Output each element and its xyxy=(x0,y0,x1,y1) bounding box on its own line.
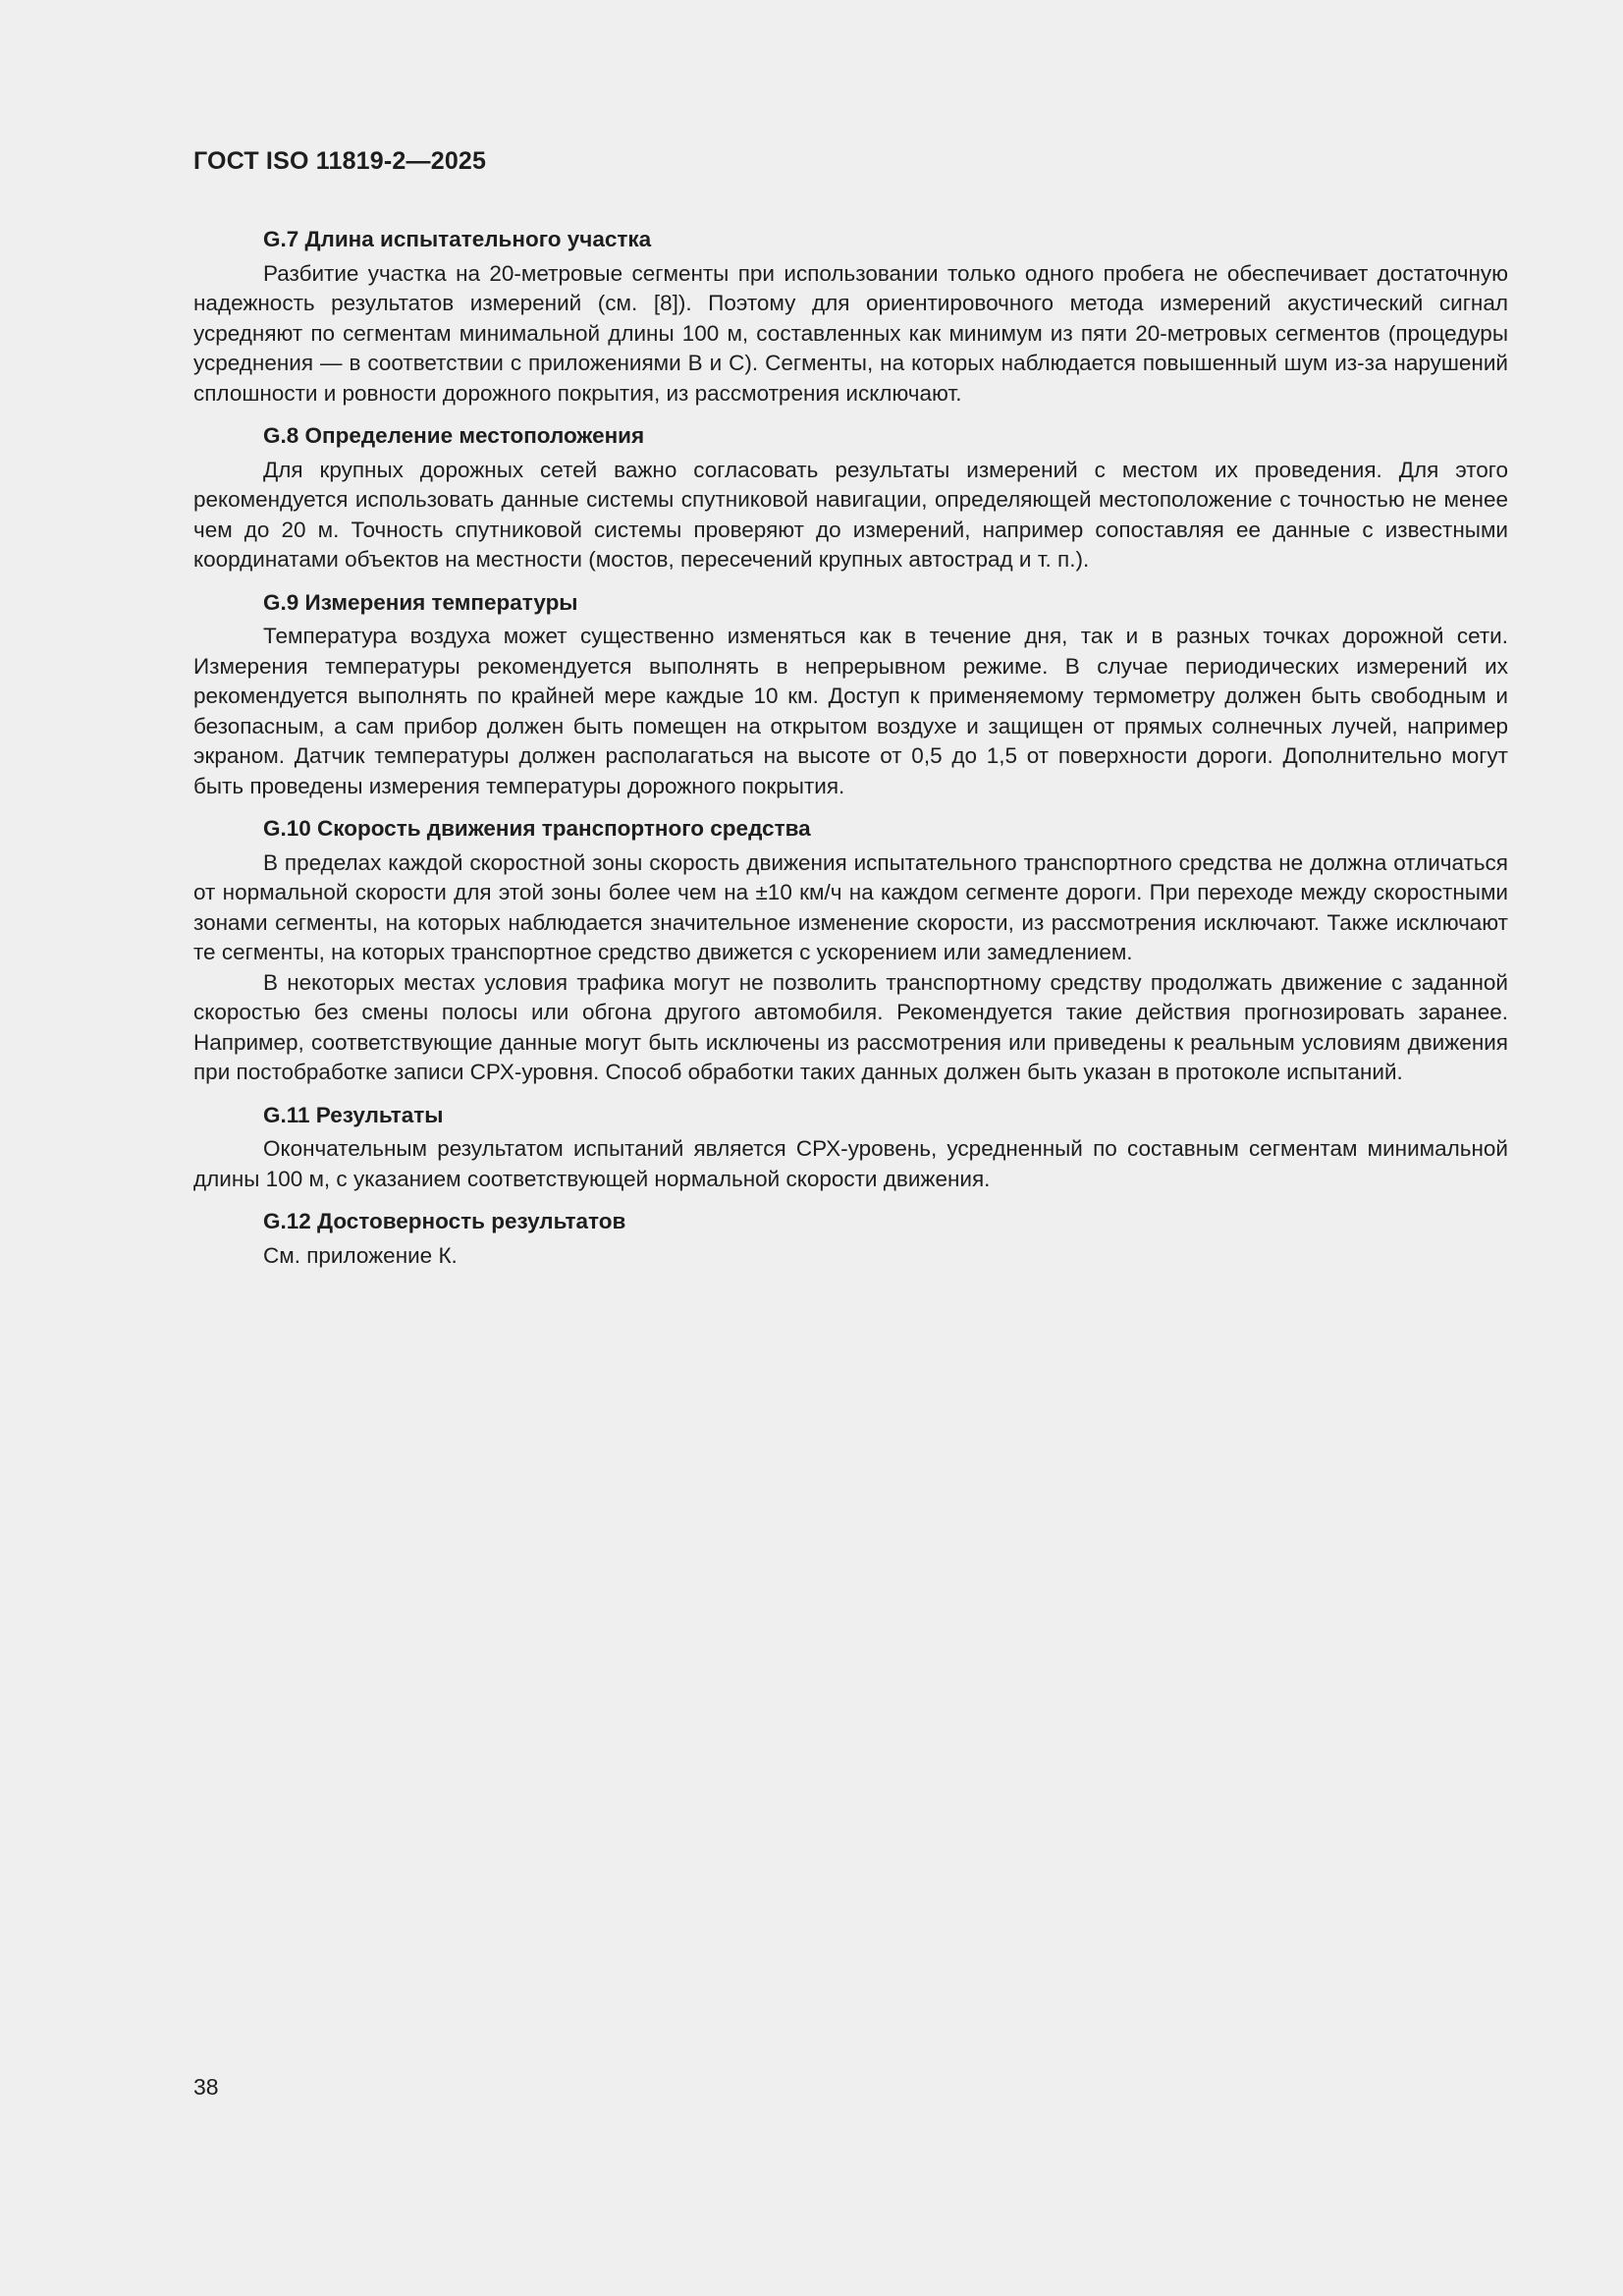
section-title: G.7 Длина испытательного участка xyxy=(263,227,652,251)
paragraph: В некоторых местах условия трафика могут не позволить транспортному средству продолжать движение с заданной скоростью без смены полосы или обгона другого автомобиля. Рекомендуется такие действия прогнозировать заранее. Например, соответствующие данные могут быть исключены из рассмотрения или приведены к реальным условиям движения при постобработке записи СРХ-уровня. Способ обработки таких данных должен быть указан в протоколе испытаний. xyxy=(193,969,1508,1084)
section-title: G.12 Достоверность результатов xyxy=(263,1209,626,1233)
document-body xyxy=(193,225,1508,1284)
section-g10 xyxy=(193,814,1508,1088)
section-g8 xyxy=(193,421,1508,575)
section-title: G.9 Измерения температуры xyxy=(263,589,578,615)
paragraph: Для крупных дорожных сетей важно согласовать результаты измерений с местом их проведения. Для этого рекомендуется использовать данные системы спутниковой навигации, определяющей местоположение с точностью не менее чем до 20 м. Точность спутниковой системы проверяют до измерений, например сопоставляя ее данные с известными координатами объектов на местности (мостов, пересечений крупных автострад и т. п.). xyxy=(193,457,1508,572)
document-header: ГОСТ ISO 11819-2—2025 xyxy=(193,147,487,175)
page-number: 38 xyxy=(193,2074,219,2100)
section-title: G.10 Скорость движения транспортного средства xyxy=(263,816,811,841)
paragraph: Температура воздуха может существенно изменяться как в течение дня, так и в разных точках дорожной сети. Измерения температуры рекомендуется выполнять в непрерывном режиме. В случае периодических измерений их рекомендуется выполнять по крайней мере каждые 10 км. Доступ к применяемому термометру должен быть свободным и безопасным, а сам прибор должен быть помещен на открытом воздухе и защищен от прямых солнечных лучей, например экраном. Датчик температуры должен располагаться на высоте от 0,5 до 1,5 от поверхности дороги. Дополнительно могут быть проведены измерения температуры дорожного покрытия. xyxy=(193,624,1508,798)
paragraph: Окончательным результатом испытаний является СРХ-уровень, усредненный по составным сегментам минимальной длины 100 м, с указанием соответствующей нормальной скорости движения. xyxy=(193,1136,1508,1191)
paragraph: См. приложение К. xyxy=(263,1242,458,1268)
section-g11 xyxy=(193,1101,1508,1195)
section-title: G.8 Определение местоположения xyxy=(263,423,645,448)
section-g9 xyxy=(193,588,1508,802)
section-title: G.11 Результаты xyxy=(263,1102,444,1127)
section-g12 xyxy=(193,1207,1508,1271)
section-g7 xyxy=(193,225,1508,409)
paragraph: Разбитие участка на 20-метровые сегменты при использовании только одного пробега не обеспечивает достаточную надежность результатов измерений (см. [8]). Поэтому для ориентировочного метода измерений акустический сигнал усредняют по сегментам минимальной длины 100 м, составленных как минимум из пяти 20-метровых сегментов (процедуры усреднения — в соответствии с приложениями В и С). Сегменты, на которых наблюдается повышенный шум из-за нарушений сплошности и ровности дорожного покрытия, из рассмотрения исключают. xyxy=(193,260,1508,406)
paragraph: В пределах каждой скоростной зоны скорость движения испытательного транспортного средства не должна отличаться от нормальной скорости для этой зоны более чем на ±10 км/ч на каждом сегменте дороги. При переходе между скоростными зонами сегменты, на которых наблюдается значительное изменение скорости, из рассмотрения исключают. Также исключают те сегменты, на которых транспортное средство движется с ускорением или замедлением. xyxy=(193,849,1508,964)
